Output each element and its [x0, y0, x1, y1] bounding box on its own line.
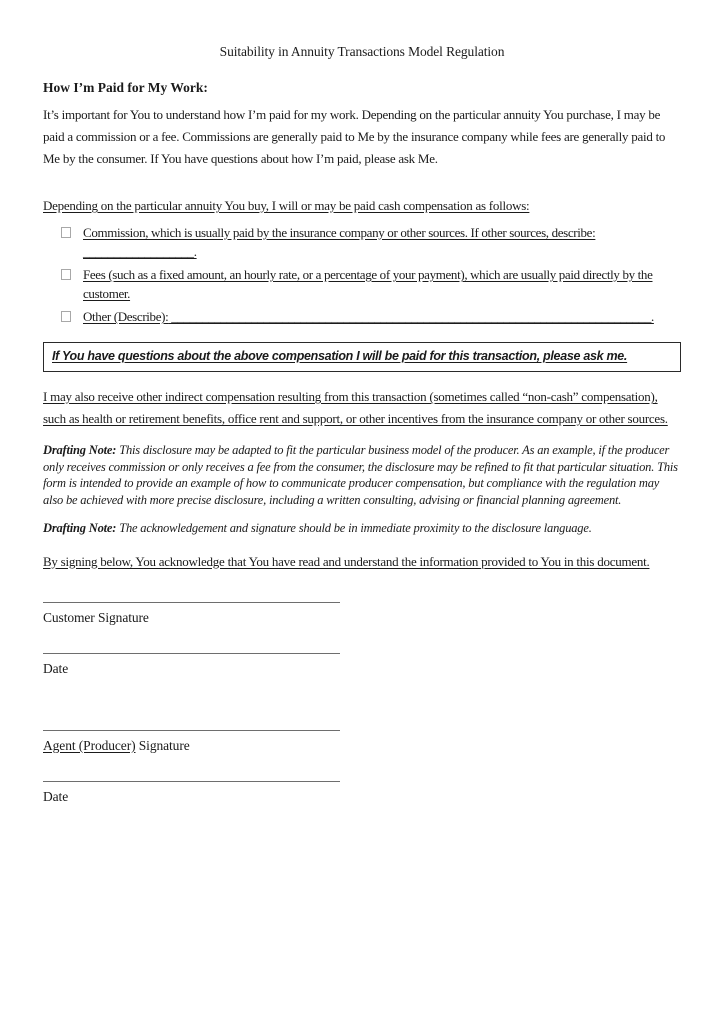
agent-signature-label	[43, 737, 681, 755]
document-title: Suitability in Annuity Transactions Model Regulation	[219, 44, 505, 59]
drafting-note-2	[43, 520, 681, 537]
checkbox-icon	[61, 269, 71, 280]
agent-date-line	[43, 781, 340, 782]
compensation-item-fees	[43, 265, 681, 303]
notice-text: If You have questions about the above compensation I will be paid for this transaction, please ask me.	[52, 349, 628, 363]
section-heading-how-paid: How I’m Paid for My Work:	[43, 80, 208, 95]
customer-signature-line	[43, 602, 340, 603]
fees-text: Fees (such as a fixed amount, an hourly rate, or a percentage of your payment), which are usually paid directly by the customer.	[83, 267, 653, 301]
compensation-item-commission	[43, 223, 681, 261]
list-item-text	[83, 223, 595, 261]
agent-date-label: Date	[43, 788, 69, 804]
drafting-note-1	[43, 442, 681, 508]
agent-label-underlined: Agent (Producer)	[43, 737, 136, 753]
customer-signature-label: Customer Signature	[43, 609, 149, 625]
drafting-note-text: The acknowledgement and signature should be in immediate proximity to the disclosure language.	[119, 521, 592, 535]
other-text: Other (Describe):	[83, 309, 169, 324]
commission-text: Commission, which is usually paid by the insurance company or other sources. If other sources, describe:	[83, 225, 596, 240]
drafting-note-label: Drafting Note:	[43, 443, 117, 457]
agent-signature-line	[43, 730, 340, 731]
checkbox-icon	[61, 311, 71, 322]
customer-date-label: Date	[43, 660, 69, 676]
drafting-note-text: This disclosure may be adapted to fit the particular business model of the producer. As an example, if the producer only receives commission or only receives a fee from the consumer, the disclosure may be refined to fit that particular situation. This form is intended to provide an example of how to communicate producer compensation, but compliance with the regulation may also be achieved with more precise disclosure, including a written consulting, advising or financial planning agreement.	[43, 443, 678, 507]
notice-box	[43, 342, 681, 372]
list-item-text	[83, 307, 654, 326]
fill-in-blank: __________________.	[83, 244, 197, 259]
checkbox-icon	[61, 227, 71, 238]
compensation-item-other	[43, 307, 681, 326]
compensation-list	[43, 223, 681, 326]
indirect-compensation-paragraph: I may also receive other indirect compensation resulting from this transaction (sometimes called “non-cash” compensation), such as health or retirement benefits, office rent and support, or other incentives from the insurance company or other sources.	[43, 389, 668, 426]
fill-in-blank: ______________________________________________________________________________.	[168, 309, 654, 324]
drafting-note-label: Drafting Note:	[43, 521, 117, 535]
agent-label-rest: Signature	[135, 737, 190, 753]
customer-date-line	[43, 653, 340, 654]
compensation-lead: Depending on the particular annuity You buy, I will or may be paid cash compensation as follows:	[43, 198, 530, 213]
acknowledgment-paragraph: By signing below, You acknowledge that You have read and understand the information provided to You in this document.	[43, 553, 650, 569]
intro-paragraph: It’s important for You to understand how I’m paid for my work. Depending on the particular annuity You purchase, I may be paid a commission or a fee. Commissions are generally paid to Me by the insurance company while fees are generally paid to Me by the consumer. If You have questions about how I’m paid, please ask Me.	[43, 107, 666, 166]
list-item-text	[83, 265, 681, 303]
